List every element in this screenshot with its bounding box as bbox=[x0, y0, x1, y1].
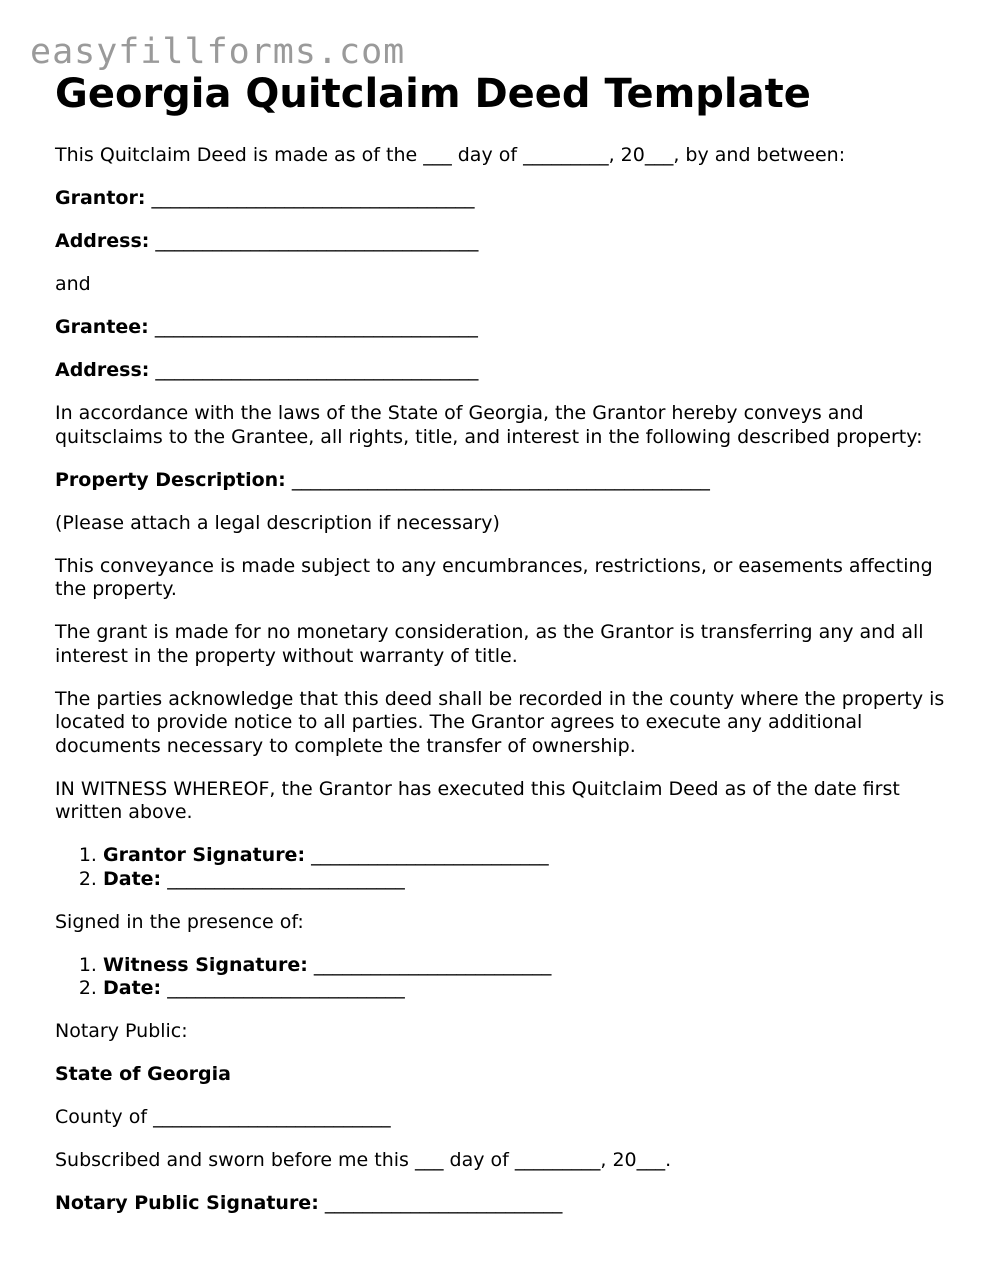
grantee-line bbox=[55, 316, 945, 340]
grantee-label: Grantee: bbox=[55, 316, 149, 338]
recording-paragraph: The parties acknowledge that this deed shall be recorded in the county where the property is located to provide notice to all parties. The Grantor agrees to execute any additional documents necessary to complete the transfer of ownership. bbox=[55, 687, 945, 757]
grantee-address-line bbox=[55, 359, 945, 383]
grantor-label: Grantor: bbox=[55, 187, 146, 209]
witness-whereof-paragraph: IN WITNESS WHEREOF, the Grantor has executed this Quitclaim Deed as of the date first written above. bbox=[55, 777, 900, 823]
grantor-address-blank[interactable]: __________________________________ bbox=[149, 230, 479, 252]
grantor-address-label: Address: bbox=[55, 230, 150, 252]
notary-signature-label: Notary Public Signature: bbox=[55, 1192, 319, 1214]
grantor-date-label: Date: bbox=[103, 867, 162, 890]
grantor-signature-blank[interactable]: _________________________ bbox=[305, 844, 549, 866]
intro-paragraph: This Quitclaim Deed is made as of the ___ day of _________, 20___, by and between: bbox=[55, 144, 846, 166]
list-item bbox=[103, 844, 945, 868]
list-item bbox=[103, 868, 945, 892]
property-line bbox=[55, 469, 945, 493]
grantee-address-blank[interactable]: __________________________________ bbox=[149, 359, 479, 381]
witness-signature-label: Witness Signature: bbox=[103, 953, 308, 976]
conveyance-paragraph: In accordance with the laws of the State of Georgia, the Grantor hereby conveys and quitsclaims to the Grantee, all rights, title, and interest in the following described property: bbox=[55, 402, 923, 448]
no-consideration-paragraph: The grant is made for no monetary consideration, as the Grantor is transferring any and all interest in the property without warranty of title. bbox=[55, 621, 924, 667]
notary-signature-blank[interactable]: _________________________ bbox=[318, 1192, 563, 1214]
notary-label: Notary Public: bbox=[55, 1020, 188, 1042]
state-heading-text: State of Georgia bbox=[55, 1063, 231, 1085]
page-title: Georgia Quitclaim Deed Template bbox=[55, 71, 811, 117]
and-text: and bbox=[55, 273, 91, 295]
county-blank[interactable]: _________________________ bbox=[147, 1106, 391, 1128]
witness-signature-blank[interactable]: _________________________ bbox=[307, 953, 552, 976]
grantor-line bbox=[55, 187, 945, 211]
notary-signature-line bbox=[55, 1192, 945, 1216]
state-heading bbox=[55, 1063, 945, 1087]
grantor-blank[interactable]: __________________________________ bbox=[145, 187, 475, 209]
grantee-address-label: Address: bbox=[55, 359, 150, 381]
witness-date-blank[interactable]: _________________________ bbox=[161, 977, 405, 999]
grantee-blank[interactable]: __________________________________ bbox=[148, 316, 478, 338]
grantor-signature-label: Grantor Signature: bbox=[103, 844, 306, 866]
list-item bbox=[103, 977, 945, 1001]
watermark: easyfillforms.com bbox=[30, 32, 406, 72]
deed-body bbox=[55, 144, 945, 1235]
property-label: Property Description: bbox=[55, 468, 286, 491]
property-blank[interactable]: ____________________________________________ bbox=[285, 468, 710, 491]
presence-text: Signed in the presence of: bbox=[55, 910, 304, 933]
grantor-signature-list bbox=[55, 844, 945, 891]
witness-signature-list bbox=[55, 954, 945, 1001]
grantor-date-blank[interactable]: _________________________ bbox=[161, 867, 405, 890]
attach-note: (Please attach a legal description if necessary) bbox=[55, 511, 500, 534]
list-item bbox=[103, 954, 945, 978]
witness-date-label: Date: bbox=[103, 977, 162, 999]
sworn-paragraph: Subscribed and sworn before me this ___ day of _________, 20___. bbox=[55, 1149, 672, 1171]
grantor-address-line bbox=[55, 230, 945, 254]
county-label: County of bbox=[55, 1106, 148, 1128]
county-line bbox=[55, 1106, 945, 1130]
subject-to-paragraph: This conveyance is made subject to any encumbrances, restrictions, or easements affecting the property. bbox=[55, 554, 933, 600]
